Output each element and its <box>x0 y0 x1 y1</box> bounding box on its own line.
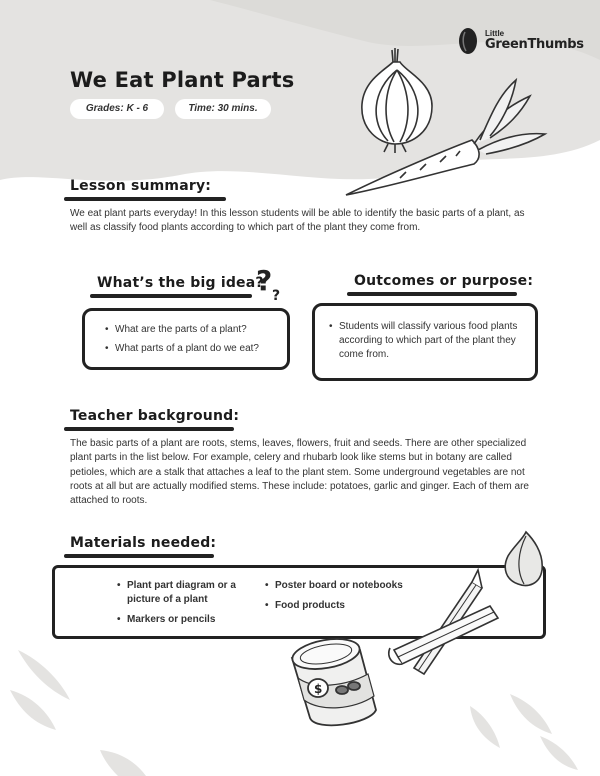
heading-underline <box>90 294 252 298</box>
time-badge: Time: 30 mins. <box>175 99 271 119</box>
can-price-label: $ <box>314 682 323 696</box>
outcomes-heading: Outcomes or purpose: <box>354 273 534 289</box>
big-idea-heading: What’s the big idea? <box>97 275 264 291</box>
big-idea-item: • What parts of a plant do we eat? <box>105 342 259 356</box>
outcome-item: • Students will classify various food plants according to which part of the plant they come from. <box>329 320 525 362</box>
lesson-summary-heading: Lesson summary: <box>70 178 212 194</box>
lesson-summary-text: We eat plant parts everyday! In this lesson students will be able to identify the basic parts of a plant, as well as classify food plants according to which part of the plant they come from. <box>70 208 525 234</box>
page-title: We Eat Plant Parts <box>70 68 295 92</box>
brand-small-text: Little <box>485 29 505 38</box>
material-item: • Food products <box>265 599 425 613</box>
big-idea-item: • What are the parts of a plant? <box>105 323 259 337</box>
brand-name: GreenThumbs <box>485 37 584 52</box>
svg-text:?: ? <box>256 264 273 297</box>
onion-carrot-illustration <box>340 40 550 200</box>
heading-underline <box>64 427 234 431</box>
svg-text:?: ? <box>272 288 281 304</box>
onion-icon <box>362 48 432 153</box>
heading-underline <box>64 197 226 201</box>
material-item: • Plant part diagram or a picture of a plant <box>117 579 257 607</box>
heading-underline <box>347 292 517 296</box>
material-item: • Markers or pencils <box>117 613 257 627</box>
teacher-background-text: The basic parts of a plant are roots, stems, leaves, flowers, fruit and seeds. There are other specialized plant parts in the list below. For example, celery and rhubarb look like stems but in botany are called petioles, which are a stalk that attaches a leaf to the plant stem. Some underground vegetables are not roots at all but are actually modified stems. These include: potatoes, garlic and ginger. Each of them are attached to roots. <box>70 438 529 507</box>
decorative-leaves <box>0 620 600 776</box>
materials-heading: Materials needed: <box>70 535 217 551</box>
big-idea-box <box>82 308 290 370</box>
material-item: • Poster board or notebooks <box>265 579 425 593</box>
heading-underline <box>64 554 214 558</box>
teacher-background-heading: Teacher background: <box>70 408 240 424</box>
question-marks-icon <box>254 264 284 302</box>
outcomes-box <box>312 303 538 381</box>
grades-badge: Grades: K - 6 <box>70 99 164 119</box>
